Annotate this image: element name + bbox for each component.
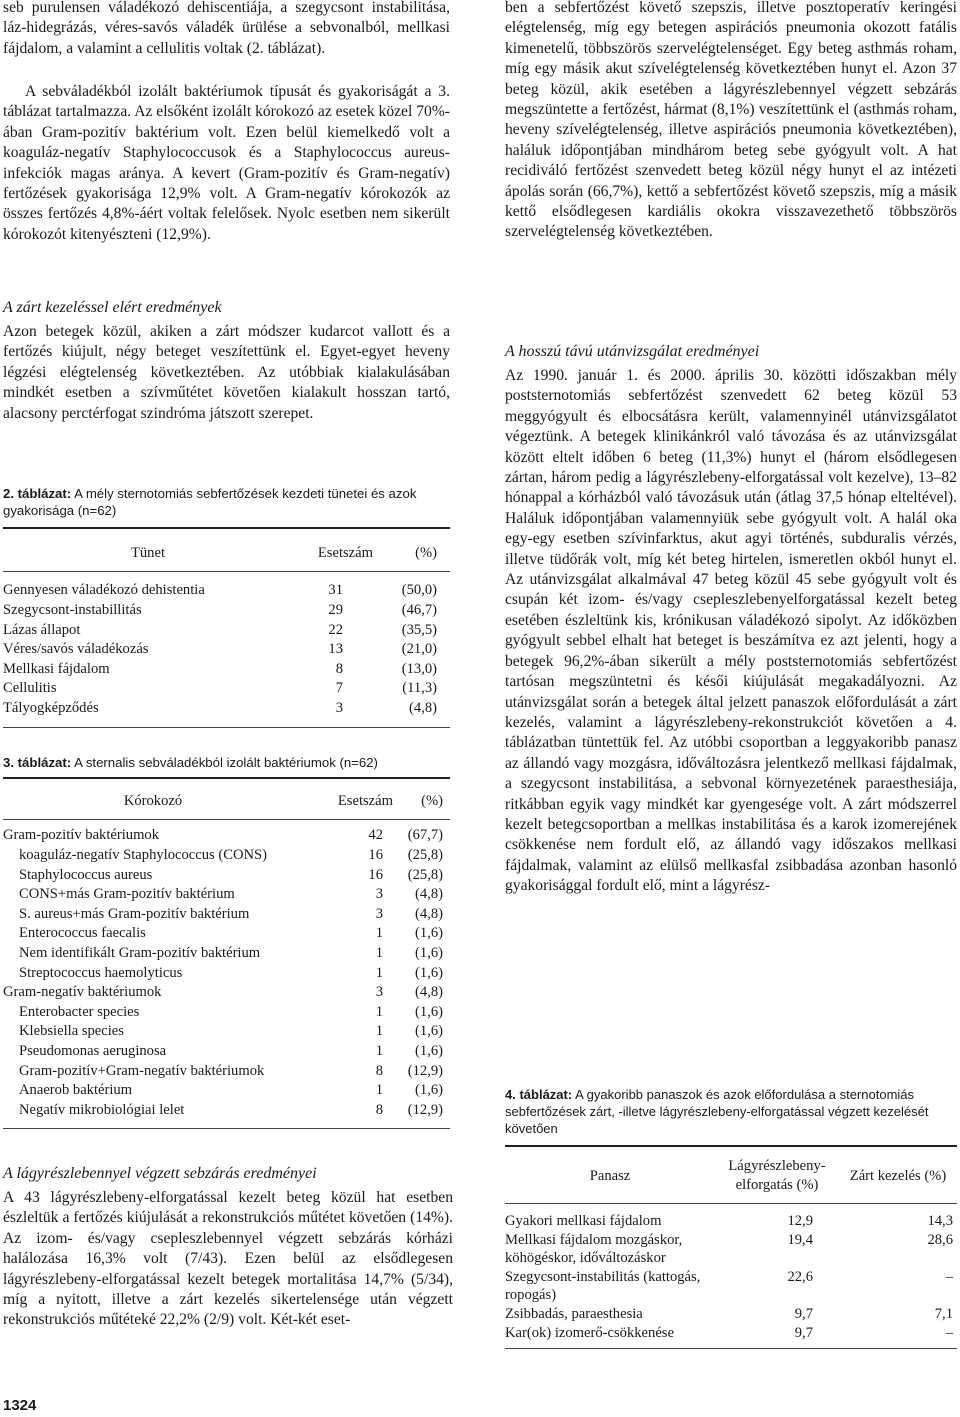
table-3-header-count: Esetszám <box>337 793 393 809</box>
table-3-percent-cell: (4,8) <box>415 886 443 903</box>
table-3-count-cell: 8 <box>375 1101 383 1118</box>
table-4-closed-cell: – <box>945 1324 953 1341</box>
table-3-percent-cell: (1,6) <box>415 1042 443 1059</box>
table-row <box>3 1003 443 1023</box>
table-3-percent-cell: (1,6) <box>415 944 443 961</box>
table-2-percent-cell: (13,0) <box>401 660 437 677</box>
table-2-header-symptom: Tünet <box>130 545 166 561</box>
table-3-count-cell: 3 <box>375 886 383 903</box>
left-paragraph-closed-results: Azon betegek közül, akiken a zárt módszer kudarcot vallott és a fertőzés kiújult, négy beteget veszítettünk el. Egyet-egyet heveny légzési elégtelenség következtében. Az utóbbiak kialakulásában mindkét esetben a szívműtétet követően kialakult hosszan tartó, alacsony perctérfogat szindróma játszott szerepet. <box>3 323 450 422</box>
table-row <box>3 679 437 699</box>
table-3-caption-text: A sternalis sebváladékból izolált baktériumok (n=62) <box>74 755 378 770</box>
table-4-flap-cell: 9,7 <box>794 1305 813 1322</box>
table-3-percent-cell: (1,6) <box>415 925 443 942</box>
left-intro-paragraph: seb purulensen váladékozó dehiscentiája, a szegycsont instabilitása, láz-hidegrázás, véres-savós váladék ürülése a sebvonalból, mellkasi fájdalom, a valamint a cellulitis voltak (2. táblázat). <box>3 0 450 57</box>
table-row <box>505 1324 957 1343</box>
table-row <box>3 924 443 944</box>
table-3-pathogen-cell: Negatív mikrobiológiai lelet <box>19 1101 185 1118</box>
table-4-flap-cell: 22,6 <box>787 1268 813 1285</box>
table-2-percent-cell: (46,7) <box>401 602 437 618</box>
left-paragraph-bacteria: A sebváladékból izolált baktériumok típusát és gyakoriságát a 3. táblázat tartalmazza. Az elsőként izolált kórokozó az esetek közel 70%-ában Gram-pozitív baktérium volt. Ezen belül kiemelkedő volt a koaguláz-negatív Staphylococcusok és a Staphylococcus aureus-infekciók magas aránya. A kevert (Gram-pozitív és Gram-negatív) fertőzések gyakorisága 12,9% volt. A Gram-negatív kórokozók az összes fertőzés 4,8%-áért voltak felelősek. Nyolc esetben nem sikerült kórokozót kitenyészteni (12,9%). <box>3 83 450 243</box>
table-row <box>3 1042 443 1062</box>
table-3-count-cell: 16 <box>368 847 383 863</box>
table-3-pathogen-cell: Anaerob baktérium <box>19 1082 133 1099</box>
table-4-complaint-cell: Szegycsont-instabilitás (kattogás, ropogás) <box>505 1268 701 1304</box>
table-3-pathogen-cell: Gram-pozitív+Gram-negatív baktériumok <box>19 1062 265 1079</box>
table-4-header-flap: Lágyrészlebeny-elforgatás (%) <box>728 1158 826 1193</box>
table-4-closed-cell: 7,1 <box>934 1305 953 1322</box>
table-3-pathogen-cell: Enterococcus faecalis <box>19 925 146 942</box>
table-3-pathogen-cell: Staphylococcus aureus <box>19 866 153 883</box>
table-3-pathogen-cell: koaguláz-negatív Staphylococcus (CONS) <box>19 847 268 863</box>
table-row <box>3 983 443 1003</box>
table-3-pathogen-cell: Gram-negatív baktériumok <box>3 984 162 1001</box>
table-2-body <box>3 581 437 718</box>
table-3-pathogen-cell: Nem identifikált Gram-pozitív baktérium <box>19 944 261 961</box>
table-3-percent-cell: (67,7) <box>407 827 443 844</box>
left-heading-closed-treatment: A zárt kezeléssel elért eredmények <box>3 299 222 316</box>
table-3 <box>3 754 450 1129</box>
table-3-caption-number: 3. táblázat: <box>3 755 72 770</box>
table-4-closed-cell: 14,3 <box>927 1213 953 1229</box>
table-row <box>3 640 437 660</box>
table-2-percent-cell: (21,0) <box>401 641 437 658</box>
table-2 <box>3 485 450 728</box>
table-4-complaint-cell: Mellkasi fájdalom mozgáskor, köhögéskor, időváltozáskor <box>505 1231 683 1267</box>
table-3-count-cell: 1 <box>375 1082 383 1099</box>
table-2-percent-cell: (11,3) <box>402 680 437 697</box>
table-3-count-cell: 1 <box>375 1003 383 1020</box>
table-3-percent-cell: (1,6) <box>415 964 443 981</box>
table-2-percent-cell: (35,5) <box>401 621 437 638</box>
table-4-caption-text: A gyakoribb panaszok és azok előfordulása a sternotomiás sebfertőzések zárt, -illetve lágyrészlebeny-elforgatással végzett kezelését követően <box>505 1087 929 1136</box>
table-2-percent-cell: (50,0) <box>401 582 437 599</box>
table-3-count-cell: 1 <box>375 925 383 942</box>
right-heading-longterm: A hosszú távú utánvizsgálat eredményei <box>505 343 760 360</box>
table-4-flap-cell: 9,7 <box>794 1324 813 1341</box>
table-row <box>505 1268 957 1305</box>
table-2-header <box>3 543 437 563</box>
table-2-symptom-cell: Véres/savós váladékozás <box>3 641 149 658</box>
table-row <box>3 826 443 846</box>
table-4-flap-cell: 19,4 <box>787 1231 813 1248</box>
table-2-percent-cell: (4,8) <box>409 699 437 716</box>
table-4-complaint-cell: Zsibbadás, paraesthesia <box>505 1305 643 1322</box>
table-row <box>505 1305 957 1324</box>
table-3-percent-cell: (1,6) <box>415 1003 443 1020</box>
table-3-count-cell: 8 <box>375 1062 383 1079</box>
right-paragraph-mortality: ben a sebfertőzést követő szepszis, illetve posztoperatív keringési elégtelenség, míg egy betegen aspirációs pneumonia okozott fatális kimenetelű, többszörös szervelégtelenséget. Egy beteg asthmás roham, míg egy másik akut szívelégtelenség következtében hunyt el. Azon 37 beteg közül, akik esetében a lágyrészlebennyel végzett sebzárás megszüntette a fertőzést, hármat (8,1%) veszítettünk el (asthmás roham, heveny szívelégtelenség, illetve aspirációs pneumonia következtében), haláluk időpontjában mindhárom beteg sebe gyógyult volt. A hat recidiváló fertőzést szenvedett beteg közül négy hunyt el az intézeti ápolás során (66,7%), kettő a sebfertőzést követő szepszis, míg a másik kettő elsődlegesen kardiális okokra visszavezethető többszörös szervelégtelenség következtében. <box>505 0 957 241</box>
table-4-closed-cell: 28,6 <box>927 1231 953 1248</box>
table-2-count-cell: 7 <box>335 680 343 697</box>
table-2-symptom-cell: Gennyesen váladékozó dehistentia <box>3 582 205 599</box>
table-3-pathogen-cell: CONS+más Gram-pozitív baktérium <box>19 886 235 903</box>
table-3-body <box>3 826 443 1120</box>
table-3-header-pathogen: Kórokozó <box>123 793 183 809</box>
table-3-percent-cell: (25,8) <box>407 866 443 883</box>
table-4 <box>505 1086 957 1349</box>
table-4-caption-number: 4. táblázat: <box>505 1087 573 1102</box>
table-3-percent-cell: (1,6) <box>415 1023 443 1040</box>
table-4-header-complaint: Panasz <box>589 1167 631 1184</box>
table-row <box>3 964 443 984</box>
table-4-flap-cell: 12,9 <box>787 1213 813 1229</box>
table-2-count-cell: 13 <box>328 641 343 658</box>
table-3-pathogen-cell: Gram-pozitív baktériumok <box>3 827 160 844</box>
table-row <box>3 581 437 601</box>
table-3-percent-cell: (25,8) <box>407 847 443 863</box>
table-3-count-cell: 1 <box>375 964 383 981</box>
left-heading-flap-closure: A lágyrészlebennyel végzett sebzárás eredményei <box>3 1165 317 1182</box>
table-2-count-cell: 29 <box>328 602 343 618</box>
table-4-caption <box>505 1086 957 1137</box>
table-row <box>505 1212 957 1231</box>
table-3-count-cell: 42 <box>368 827 383 844</box>
table-row <box>3 660 437 680</box>
table-4-closed-cell: – <box>945 1268 953 1285</box>
table-3-pathogen-cell: Enterobacter species <box>19 1003 140 1020</box>
table-3-count-cell: 16 <box>368 866 383 883</box>
table-4-header <box>505 1157 957 1195</box>
table-3-pathogen-cell: Klebsiella species <box>19 1023 124 1040</box>
table-3-count-cell: 3 <box>375 984 383 1001</box>
table-2-symptom-cell: Mellkasi fájdalom <box>3 660 110 677</box>
table-row <box>3 1022 443 1042</box>
table-2-symptom-cell: Lázas állapot <box>3 621 81 638</box>
table-2-caption-text: A mély sternotomiás sebfertőzések kezdeti tünetei és azok gyakorisága (n=62) <box>3 486 417 518</box>
table-3-pathogen-cell: S. aureus+más Gram-pozitív baktérium <box>19 905 250 922</box>
table-3-header <box>3 791 443 811</box>
table-2-count-cell: 8 <box>335 660 343 677</box>
table-3-percent-cell: (1,6) <box>415 1082 443 1099</box>
table-2-caption-number: 2. táblázat: <box>3 486 72 501</box>
table-3-caption <box>3 754 450 771</box>
table-2-symptom-cell: Szegycsont-instabillitás <box>3 602 142 618</box>
table-row <box>3 846 443 866</box>
table-3-count-cell: 1 <box>375 944 383 961</box>
table-3-percent-cell: (4,8) <box>415 905 443 922</box>
table-4-header-closed: Zárt kezelés (%) <box>849 1167 947 1184</box>
table-2-count-cell: 22 <box>328 621 343 638</box>
table-3-pathogen-cell: Streptococcus haemolyticus <box>19 964 183 981</box>
table-row <box>3 1062 443 1082</box>
table-3-count-cell: 1 <box>375 1042 383 1059</box>
table-2-symptom-cell: Cellulitis <box>3 680 57 697</box>
table-4-complaint-cell: Gyakori mellkasi fájdalom <box>505 1213 662 1229</box>
table-row <box>505 1231 957 1268</box>
table-2-header-percent: (%) <box>415 545 437 561</box>
table-row <box>3 621 437 641</box>
table-2-count-cell: 3 <box>335 699 343 716</box>
table-2-caption <box>3 485 450 519</box>
table-2-count-cell: 31 <box>328 582 343 599</box>
table-row <box>3 866 443 886</box>
table-3-header-percent: (%) <box>421 793 443 809</box>
table-row <box>3 944 443 964</box>
table-2-symptom-cell: Tályogképződés <box>3 699 99 716</box>
table-row <box>3 1081 443 1101</box>
table-3-pathogen-cell: Pseudomonas aeruginosa <box>19 1042 167 1059</box>
table-row <box>3 699 437 719</box>
left-paragraph-flap-results: A 43 lágyrészlebeny-elforgatással kezelt beteg közül hat esetben észleltük a fertőzés kiújulását a rekonstrukciós műtétet követően (14%). Az izom- és/vagy csepleszlebennyel végzett sebzárás kórházi halálozása 16,3% volt (7/43). Ezen belül az elsődlegesen lágyrészlebeny-elforgatással kezelt betegek mortalitása 14,7% (5/34), míg a nyitott, illetve a zárt kezelés sikertelensége után végzett rekonstrukciós műtéteké 22,2% (2/9) volt. Két-két eset- <box>3 1189 453 1329</box>
table-3-percent-cell: (12,9) <box>407 1101 443 1118</box>
page-number: 1324 <box>3 1397 37 1414</box>
table-3-percent-cell: (12,9) <box>407 1062 443 1079</box>
table-3-count-cell: 1 <box>375 1023 383 1040</box>
table-4-complaint-cell: Kar(ok) izomerő-csökkenése <box>505 1324 674 1341</box>
right-paragraph-followup: Az 1990. január 1. és 2000. április 30. közötti időszakban mély poststernotomiás sebfertőzést szenvedett 62 beteg közül 53 meggyógyult és elbocsátásra került, valamennyinél utánvizsgálatot végeztünk. A betegek klinikánkról való távozása és az utánvizsgálat között eltelt időben 6 beteg (11,3%) hunyt el (három elsődlegesen zártan, három pedig a lágyrészlebeny-elforgatással volt kezelve), 13–82 hónappal a kórházból való távozásuk után (átlag 37,5 hónap elteltével). Haláluk időpontjában valamennyiük sebe gyógyult volt. A halál oka egy-egy esetben szívinfarktus, akut agyi történés, subduralis vérzés, illetve tüdőrák volt, míg két beteg hirtelen, ismeretlen okból hunyt el. Az utánvizsgálat alkalmával 47 beteg közül 45 sebe gyógyult volt és csupán két izom- és/vagy csepleszlebenyelforgatással kezelt beteg esetében észleltünk kis, krónikusan váladékozó sipolyt. Az időközben gyógyult sebbel elhalt hat beteget is beszámítva ez azt jelenti, hogy a betegek 96,2%-ában sikerült a mély poststernotomiás sebfertőzést tartósan megszüntetni és késői kiújulását megakadályozni. Az utánvizsgálat során a betegek által jelzett panaszok előfordulását a zárt kezelés, valamint a lágyrészlebeny-rekonstrukciót követően a 4. táblázatban tüntettük fel. Az utóbbi csoportban a leggyakoribb panasz az állandó vagy mozgásra, időváltozásra jelentkező mellkasi fájdalmak, a szegycsont instabilitása, a sebvonal környezetének paraesthesiája, ritkábban egyik vagy mindkét kar gyengesége volt. A zárt módszerrel kezelt betegcsoportban a mellkas instabilitása és a karok izomerejének csökkenése nem fordult elő, az állandó vagy időszakos mellkasi fájdalmak, valamint az elülső mellkasfal zsibbadása azonban hasonló gyakorisággal fordult elő, mint a lágyrész- <box>505 367 957 895</box>
table-row <box>3 601 437 621</box>
table-3-count-cell: 3 <box>375 905 383 922</box>
table-2-header-count: Esetszám <box>317 545 373 561</box>
table-row <box>3 1101 443 1121</box>
table-3-percent-cell: (4,8) <box>415 984 443 1001</box>
table-4-body <box>505 1212 957 1342</box>
table-row <box>3 885 443 905</box>
table-row <box>3 905 443 925</box>
